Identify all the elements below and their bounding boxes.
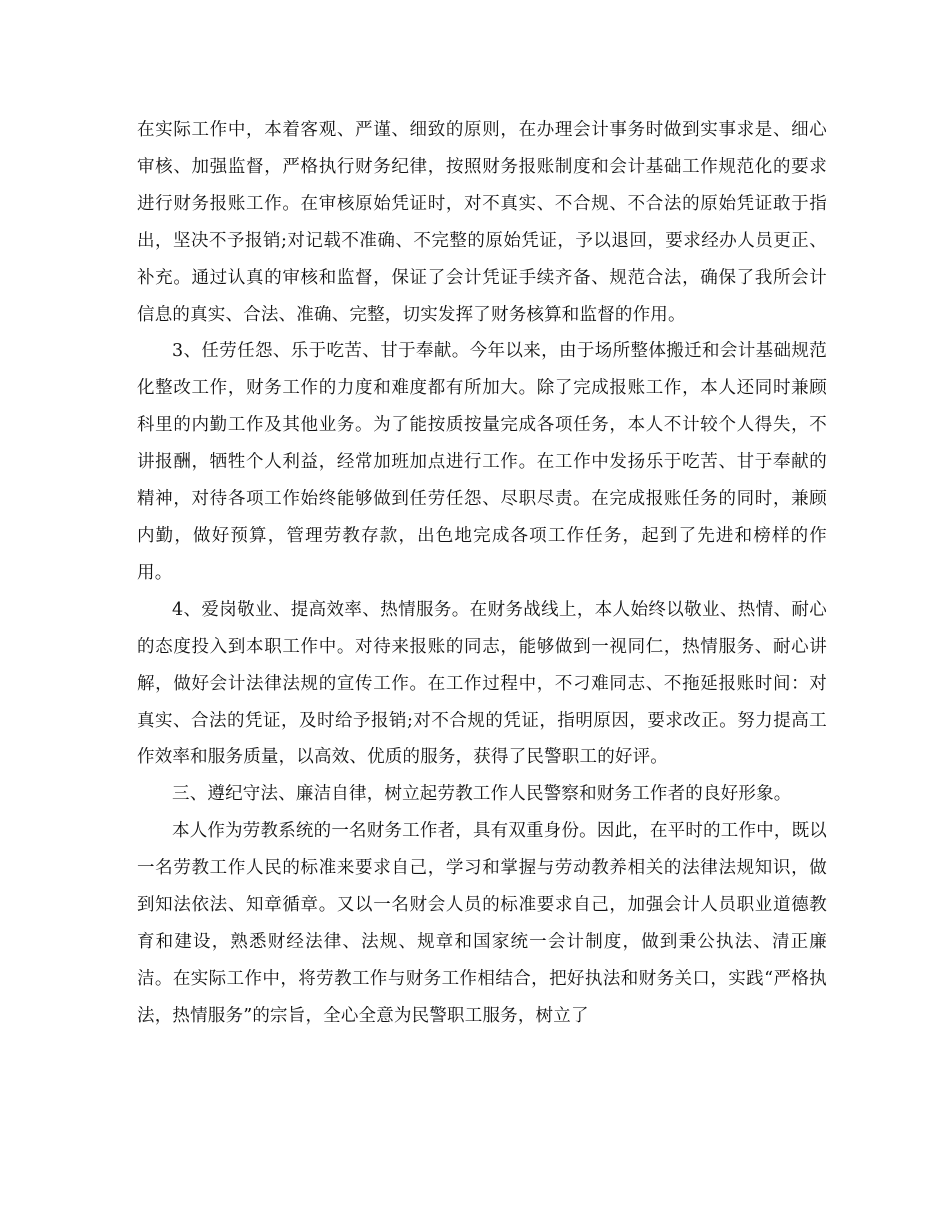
paragraph-hardworking: 3、任劳任怨、乐于吃苦、甘于奉献。今年以来，由于场所整体搬迁和会计基础规范化整改工作，财务工作的力度和难度都有所加大。除了完成报账工作，本人还同时兼顾科里的内勤工作及其他业务。为了能按质按量完成各项任务，本人不计较个人得失，不讲报酬，牺牲个人利益，经常加班加点进行工作。在工作中发扬乐于吃苦、甘于奉献的精神，对待各项工作始终能够做到任劳任怨、尽职尽责。在完成报账任务的同时，兼顾内勤，做好预算，管理劳教存款，出色地完成各项工作任务，起到了先进和榜样的作用。 [137, 341, 827, 583]
paragraph-dedication-service: 4、爱岗敬业、提高效率、热情服务。在财务战线上，本人始终以敬业、热情、耐心的态度投入到本职工作中。对待来报账的同志，能够做到一视同仁，热情服务、耐心讲解，做好会计法律法规的宣传工作。在工作过程中，不刁难同志、不拖延报账时间：对真实、合法的凭证，及时给予报销;对不合规的凭证，指明原因，要求改正。努力提高工作效率和服务质量，以高效、优质的服务，获得了民警职工的好评。 [137, 599, 827, 768]
paragraph-dual-identity: 本人作为劳教系统的一名财务工作者，具有双重身份。因此，在平时的工作中，既以一名劳教工作人民的标准来要求自己，学习和掌握与劳动教养相关的法律法规知识，做到知法依法、知章循章。又以一名财会人员的标准要求自己，加强会计人员职业道德教育和建设，熟悉财经法律、法规、规章和国家统一会计制度，做到秉公执法、清正廉洁。在实际工作中，将劳教工作与财务工作相结合，把好执法和财务关口，实践“严格执法，热情服务”的宗旨，全心全意为民警职工服务，树立了 [137, 821, 827, 1026]
section-heading-law-abiding: 三、遵纪守法、廉洁自律，树立起劳教工作人民警察和财务工作者的良好形象。 [172, 784, 792, 805]
paragraph-accounting-review: 在实际工作中，本着客观、严谨、细致的原则，在办理会计事务时做到实事求是、细心审核、加强监督，严格执行财务纪律，按照财务报账制度和会计基础工作规范化的要求进行财务报账工作。在审核原始凭证时，对不真实、不合规、不合法的原始凭证敢于指出，坚决不予报销;对记载不准确、不完整的原始凭证，予以退回，要求经办人员更正、补充。通过认真的审核和监督，保证了会计凭证手续齐备、规范合法，确保了我所会计信息的真实、合法、准确、完整，切实发挥了财务核算和监督的作用。 [137, 120, 827, 325]
document-body [137, 112, 827, 1035]
